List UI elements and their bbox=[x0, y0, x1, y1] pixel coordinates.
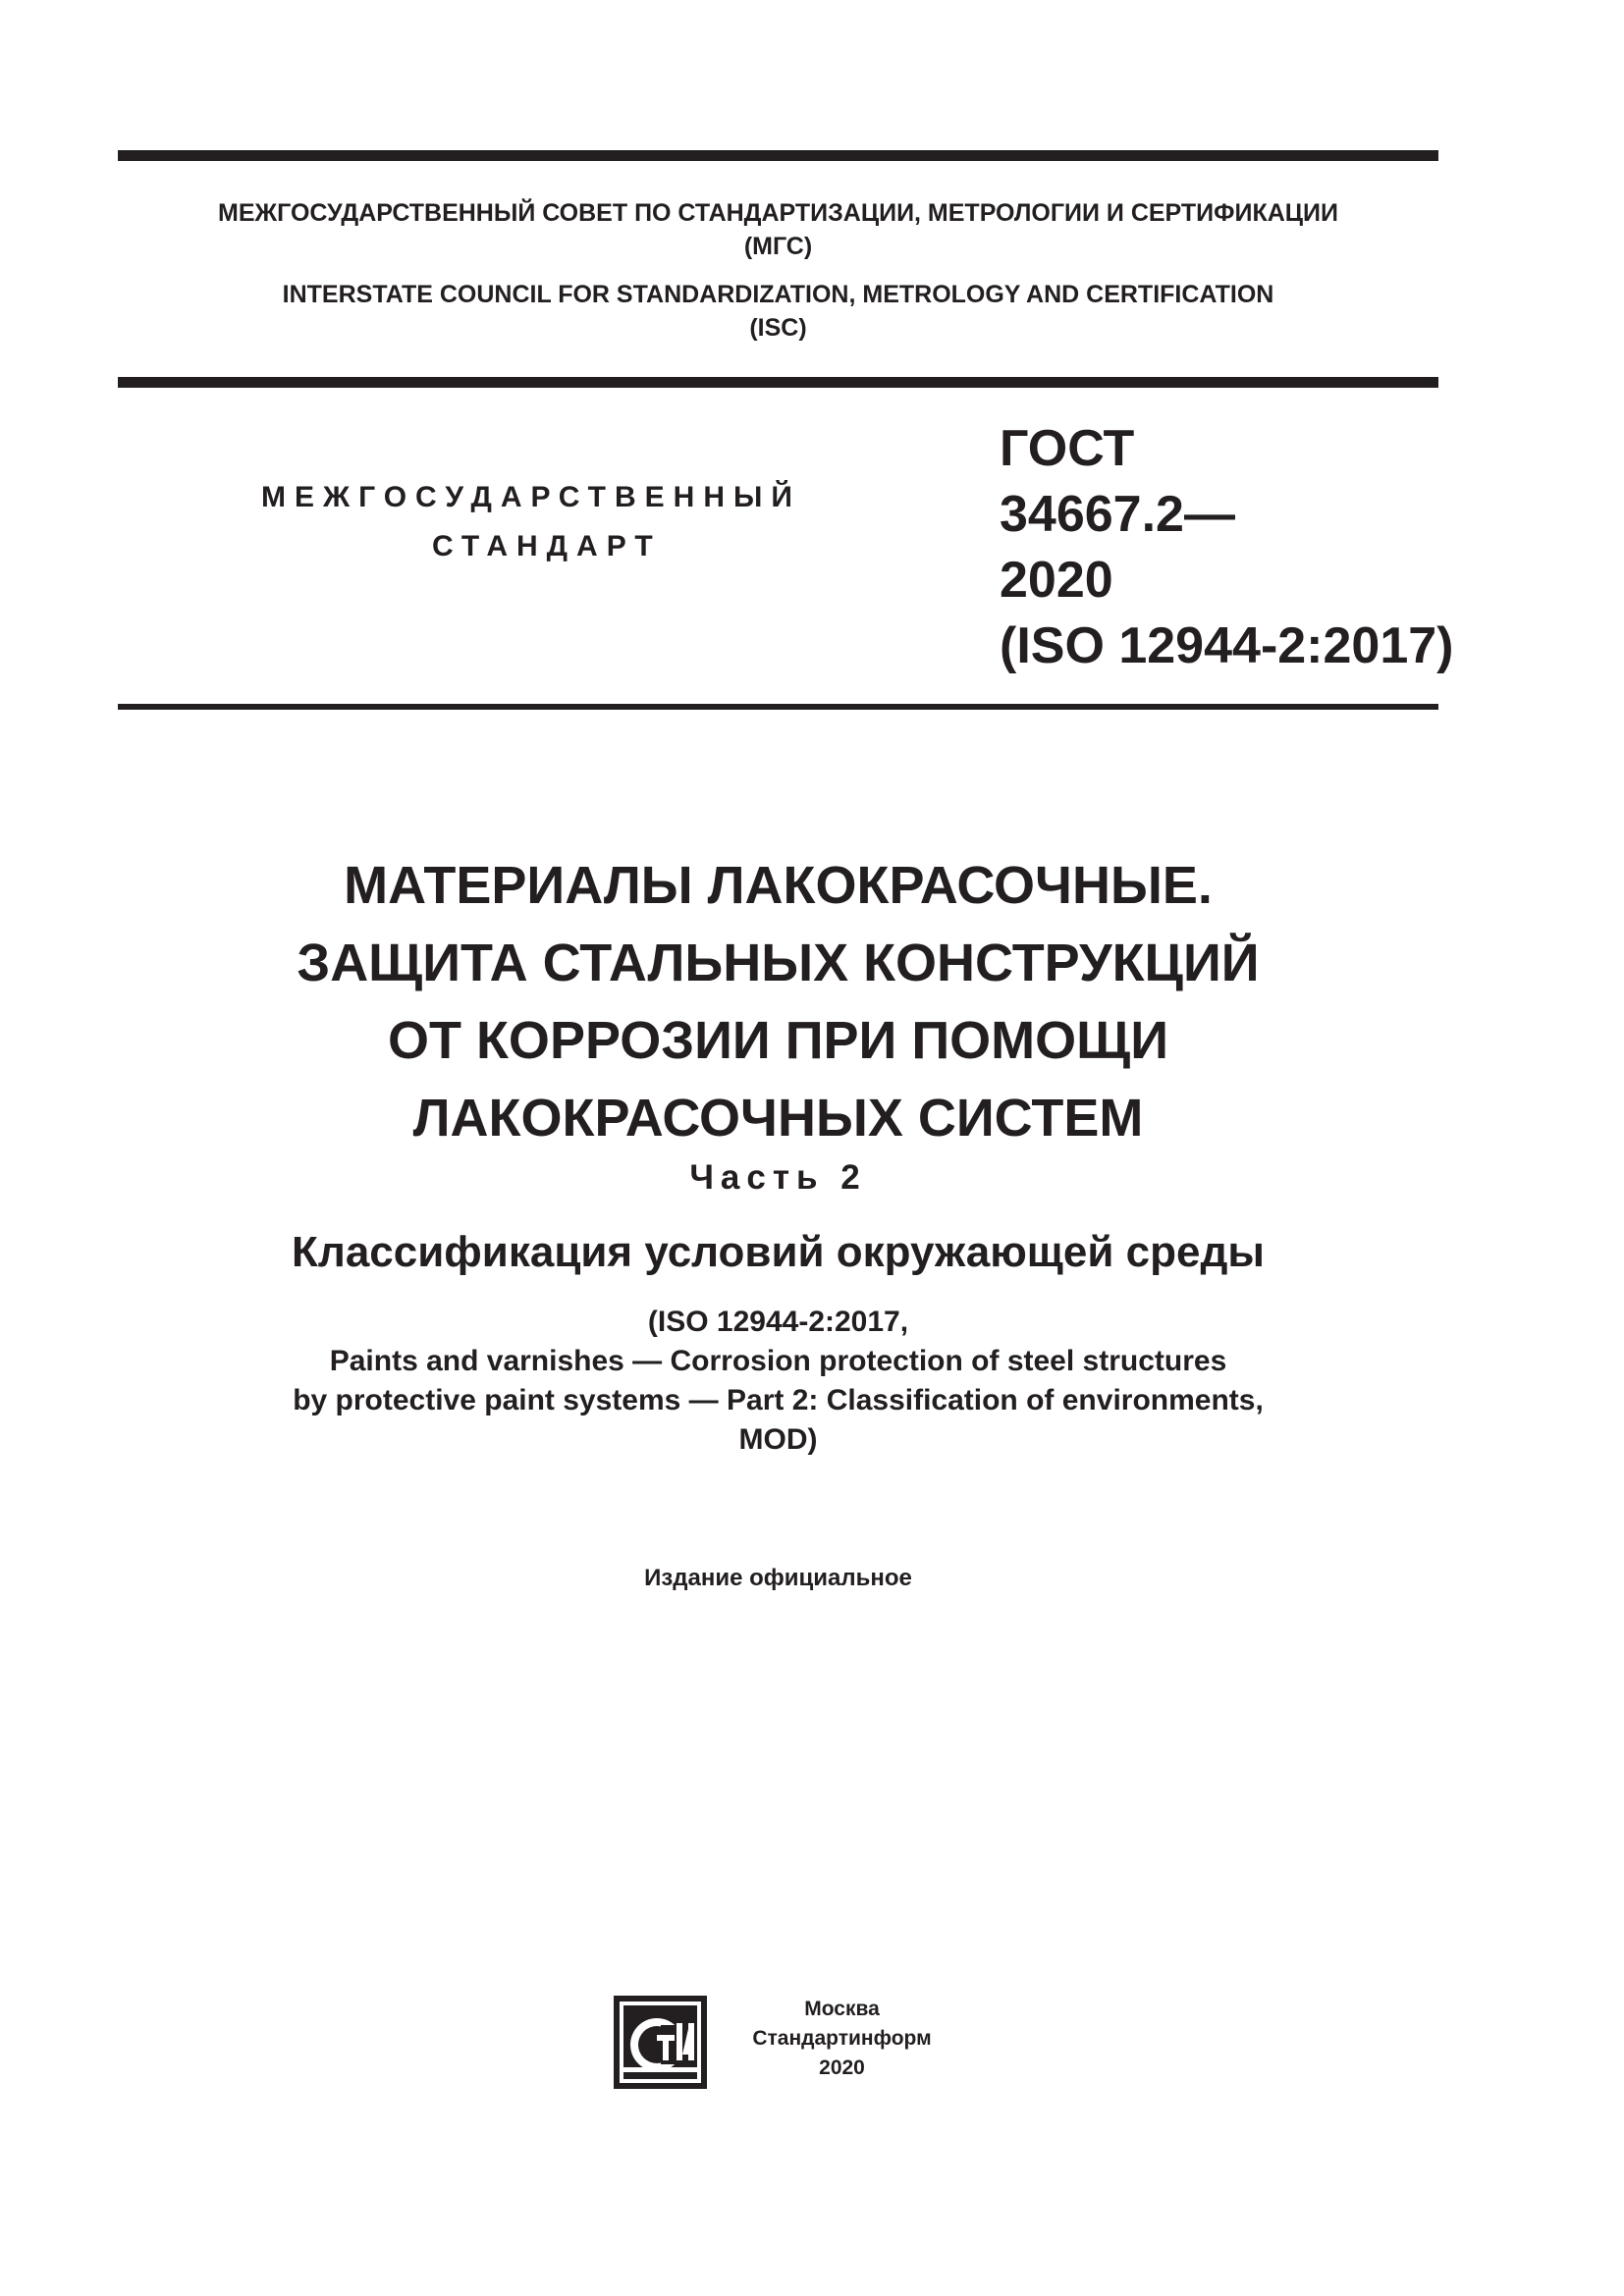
iso-reference-line2: Paints and varnishes — Corrosion protection of steel structures bbox=[329, 1345, 1227, 1377]
iso-reference-line1: (ISO 12944-2:2017, bbox=[647, 1306, 909, 1338]
title-line4: ЛАКОКРАСОЧНЫХ СИСТЕМ bbox=[412, 1089, 1144, 1148]
publisher-name: Стандартинформ bbox=[752, 2027, 932, 2050]
document-subtitle: Классификация условий окружающей среды bbox=[292, 1228, 1265, 1276]
standard-kind bbox=[196, 473, 923, 571]
edition-label: Издание официальное bbox=[644, 1565, 912, 1591]
title-line1: МАТЕРИАЛЫ ЛАКОКРАСОЧНЫЕ. bbox=[344, 856, 1213, 915]
standard-kind-line2: СТАНДАРТ bbox=[432, 530, 662, 562]
iso-reference bbox=[118, 1303, 1438, 1460]
council-en-name: INTERSTATE COUNCIL FOR STANDARDIZATION, METROLOGY AND CERTIFICATION bbox=[282, 281, 1274, 308]
council-ru bbox=[118, 196, 1438, 263]
publisher-imprint bbox=[731, 1995, 952, 2083]
publisher-year: 2020 bbox=[819, 2056, 865, 2079]
standard-designation bbox=[1000, 416, 1454, 679]
part-label: Часть 2 bbox=[689, 1158, 867, 1197]
top-rule bbox=[118, 150, 1438, 161]
council-ru-abbr: (МГС) bbox=[743, 233, 813, 260]
standard-kind-line1: МЕЖГОСУДАРСТВЕННЫЙ bbox=[261, 481, 801, 513]
standartinform-logo-icon bbox=[614, 1996, 707, 2089]
middle-rule bbox=[118, 377, 1438, 388]
designation-line3: 2020 bbox=[1000, 552, 1113, 609]
title-line3: ОТ КОРРОЗИИ ПРИ ПОМОЩИ bbox=[387, 1011, 1169, 1070]
designation-line4: (ISO 12944-2:2017) bbox=[1000, 617, 1454, 674]
designation-line1: ГОСТ bbox=[1000, 420, 1135, 477]
document-title bbox=[118, 847, 1438, 1157]
council-en bbox=[118, 278, 1438, 345]
title-line2: ЗАЩИТА СТАЛЬНЫХ КОНСТРУКЦИЙ bbox=[297, 934, 1260, 992]
iso-reference-line4: MOD) bbox=[738, 1423, 818, 1456]
council-en-abbr: (ISC) bbox=[749, 314, 807, 342]
designation-line2: 34667.2— bbox=[1000, 486, 1235, 543]
council-ru-name: МЕЖГОСУДАРСТВЕННЫЙ СОВЕТ ПО СТАНДАРТИЗАЦИИ, МЕТРОЛОГИИ И СЕРТИФИКАЦИИ bbox=[218, 199, 1338, 227]
publisher-city: Москва bbox=[804, 1998, 880, 2020]
iso-reference-line3: by protective paint systems — Part 2: Classification of environments, bbox=[293, 1384, 1264, 1416]
lower-rule bbox=[118, 704, 1438, 710]
